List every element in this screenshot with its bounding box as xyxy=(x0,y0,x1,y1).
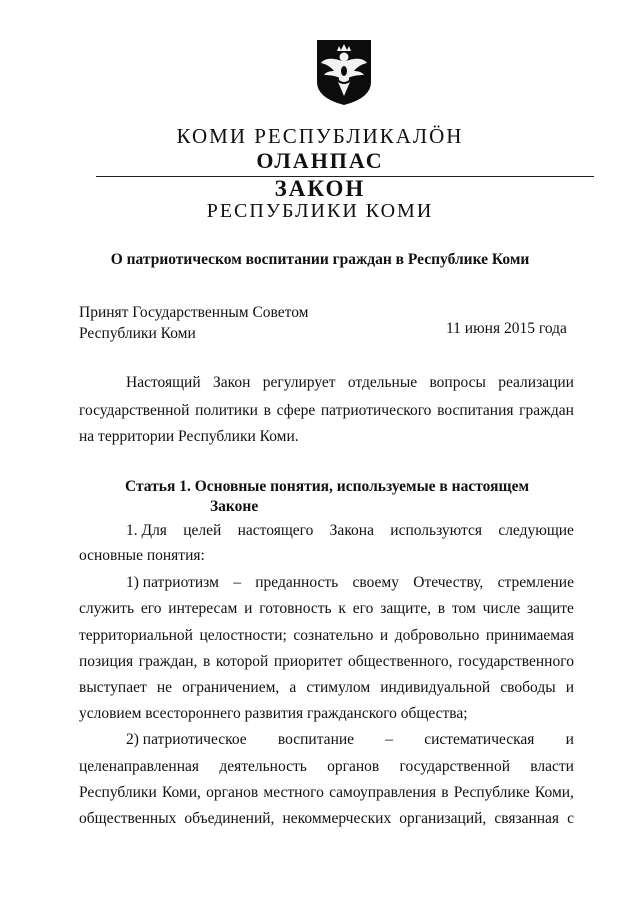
komi-republic-coat-of-arms-icon xyxy=(316,38,372,106)
header-republic: РЕСПУБЛИКИ КОМИ xyxy=(206,200,434,222)
word: реализации xyxy=(498,374,574,391)
word: 1) патриотизм xyxy=(126,574,219,591)
word: Настоящий xyxy=(126,374,201,391)
word: Отечеству, xyxy=(413,574,484,591)
word: Закон xyxy=(212,374,251,391)
word: целей xyxy=(183,522,222,539)
word: своему xyxy=(352,574,399,591)
word: политики xyxy=(195,402,258,419)
article-1-p2-line-6: условием всестороннего развития гражданского общества; xyxy=(79,705,468,722)
word: позиция xyxy=(79,653,134,670)
word: а xyxy=(289,679,297,696)
word: и xyxy=(565,731,574,748)
word: государственной xyxy=(79,402,190,419)
word: вопросы xyxy=(429,374,486,391)
word: Республики xyxy=(79,784,157,801)
word: к xyxy=(338,600,346,617)
word: в xyxy=(202,653,211,670)
word: стимулом xyxy=(306,679,371,696)
word: приоритет xyxy=(273,653,343,670)
word: местного xyxy=(263,784,324,801)
word: связанная xyxy=(494,810,560,827)
word: органов xyxy=(327,758,380,775)
word: организаций, xyxy=(399,810,487,827)
word: воспитания xyxy=(437,402,514,419)
word: которой xyxy=(215,653,269,670)
word: индивидуальной xyxy=(380,679,491,696)
word: целостности; xyxy=(199,627,287,644)
word: Коми, xyxy=(161,784,201,801)
preamble-line-1 xyxy=(126,374,574,392)
word: отдельные xyxy=(347,374,418,391)
article-1-heading-cont: Законе xyxy=(210,498,259,515)
word: сфере xyxy=(276,402,316,419)
word: объединений, xyxy=(184,810,275,827)
word: и xyxy=(379,627,389,644)
word: настоящего xyxy=(237,522,314,539)
adoption-date: 11 июня 2015 года xyxy=(446,320,567,337)
word: в xyxy=(441,784,449,801)
word: готовность xyxy=(259,600,332,617)
word: в xyxy=(263,402,271,419)
article-1-heading: Статья 1. Основные понятия, используемые в настоящем xyxy=(125,478,530,495)
word: защите, xyxy=(380,600,431,617)
word: – xyxy=(385,731,394,748)
header-law: ЗАКОН xyxy=(274,176,366,201)
word: сознательно xyxy=(293,627,374,644)
word: общественных xyxy=(79,810,177,827)
word: территориальной xyxy=(79,627,193,644)
word: регулирует xyxy=(262,374,336,391)
article-1-p2-line-3 xyxy=(79,627,574,645)
adoption-line-1: Принят Государственным Советом xyxy=(79,304,309,321)
word: следующие xyxy=(498,522,574,539)
word: защите xyxy=(527,600,574,617)
word: служить xyxy=(79,600,135,617)
word: воспитание xyxy=(277,731,355,748)
article-1-p2-line-1 xyxy=(126,574,574,592)
word: власти xyxy=(530,758,574,775)
word: Республике xyxy=(453,784,530,801)
word: свободы xyxy=(500,679,556,696)
word: некоммерческих xyxy=(282,810,392,827)
article-1-p1-line-1 xyxy=(126,522,574,540)
article-1-p2-line-2 xyxy=(79,600,574,618)
word: 2) патриотическое xyxy=(126,731,247,748)
header-olanpas: ОЛАНПАС xyxy=(256,148,384,173)
word: граждан xyxy=(519,402,574,419)
word: и xyxy=(244,600,253,617)
word: интересам xyxy=(168,600,238,617)
article-1-p2-line-5 xyxy=(79,679,574,697)
word: общественного, xyxy=(347,653,453,670)
word: его xyxy=(140,600,162,617)
word: Закона xyxy=(329,522,374,539)
word: органов xyxy=(206,784,259,801)
preamble-line-3: на территории Республики Коми. xyxy=(79,428,299,445)
article-1-p3-line-2 xyxy=(79,758,574,776)
word: – xyxy=(233,574,241,591)
word: ограничением, xyxy=(182,679,280,696)
word: государственного xyxy=(458,653,574,670)
article-1-p3-line-4 xyxy=(79,810,574,828)
article-1-p1-line-2: основные понятия: xyxy=(79,547,205,564)
article-1-p2-line-4 xyxy=(79,653,574,671)
law-title: О патриотическом воспитании граждан в Республике Коми xyxy=(110,251,530,268)
word: стремление xyxy=(497,574,574,591)
word: государственной xyxy=(399,758,510,775)
header-komi-republic: КОМИ РЕСПУБЛИКАЛӦН xyxy=(176,124,464,148)
word: граждан, xyxy=(138,653,198,670)
word: самоуправления xyxy=(329,784,437,801)
word: его xyxy=(352,600,374,617)
word: патриотического xyxy=(320,402,432,419)
word: Коми, xyxy=(534,784,574,801)
article-1-p3-line-1 xyxy=(126,731,574,749)
word: 1. Для xyxy=(126,522,167,539)
adoption-line-2: Республики Коми xyxy=(79,325,196,342)
word: с xyxy=(567,810,574,827)
article-1-p3-line-3 xyxy=(79,784,574,802)
word: принимаемая xyxy=(485,627,574,644)
word: деятельность xyxy=(219,758,307,775)
word: не xyxy=(156,679,173,696)
word: в xyxy=(437,600,446,617)
word: добровольно xyxy=(394,627,480,644)
word: числе xyxy=(482,600,521,617)
preamble-line-2 xyxy=(79,402,574,420)
word: том xyxy=(451,600,476,617)
word: систематическая xyxy=(424,731,535,748)
word: преданность xyxy=(255,574,339,591)
word: используются xyxy=(390,522,483,539)
word: целенаправленная xyxy=(79,758,200,775)
word: и xyxy=(565,679,574,696)
word: выступает xyxy=(79,679,147,696)
